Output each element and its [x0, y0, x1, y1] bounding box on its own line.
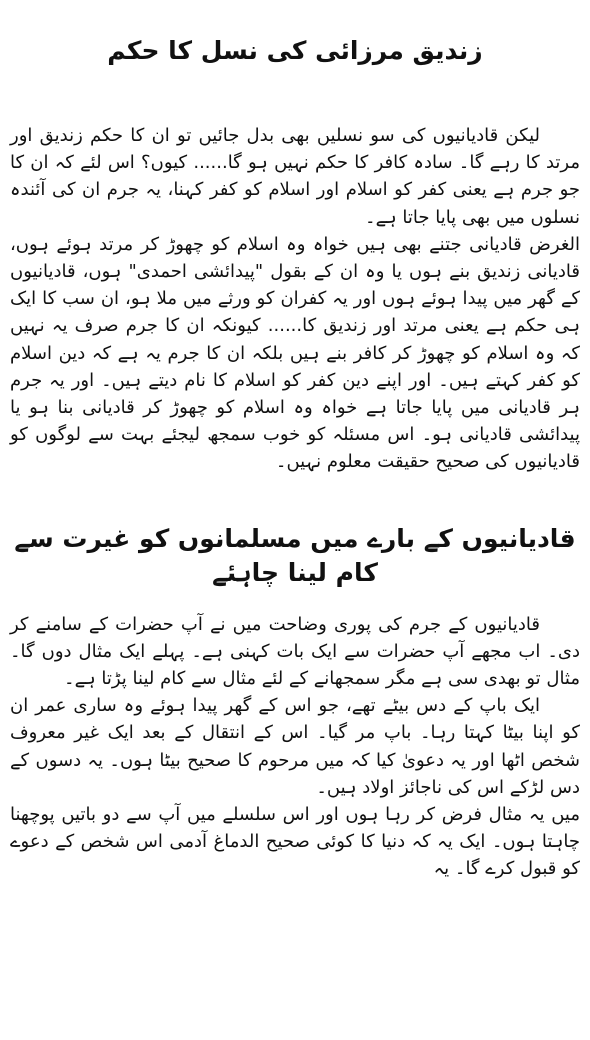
section-2-body — [10, 611, 580, 883]
paragraph: قادیانیوں کے جرم کی پوری وضاحت میں نے آپ حضرات کے سامنے کر دی۔ اب مجھے آپ حضرات سے ایک بات کہنی ہے۔ پہلے ایک مثال دوں گا۔ مثال تو بھدی سی ہے مگر سمجھانے کے لئے مثال سے کام لینا پڑتا ہے۔ — [10, 613, 580, 690]
spacer — [10, 476, 580, 522]
paragraph: الغرض قادیانی جتنے بھی ہیں خواہ وہ اسلام کو چھوڑ کر مرتد ہوئے ہوں، قادیانی زندیق بنے ہوں یا وہ ان کے بقول "پیدائشی احمدی" ہوں، قادیانیوں کے گھر میں پیدا ہوئے ہوں اور یہ کفران کو ورثے میں ملا ہو، ان سب کا ایک ہی حکم ہے یعنی مرتد اور زندیق کا...... کیونکہ ان کا جرم صرف یہ نہیں کہ وہ اسلام کو چھوڑ کر کافر بنے ہیں بلکہ ان کا جرم یہ ہے کہ دین اسلام کو کفر کہتے ہیں۔ اور اپنے دین کفر کو اسلام کا نام دیتے ہیں۔ اور یہ جرم ہر قادیانی میں پایا جاتا ہے خواہ وہ اسلام کو چھوڑ کر قادیانی بنا ہو یا پیدائشی قادیانی ہو۔ اس مسئلہ کو خوب سمجھ لیجئے بہت سے لوگوں کو قادیانیوں کی صحیح حقیقت معلوم نہیں۔ — [10, 233, 580, 473]
section-1-body — [10, 122, 580, 476]
paragraph: لیکن قادیانیوں کی سو نسلیں بھی بدل جائیں تو ان کا حکم زندیق اور مرتد کا رہے گا۔ سادہ کافر کا حکم نہیں ہو گا...... کیوں؟ اس لئے کہ ان کا جو جرم ہے یعنی کفر کو اسلام اور اسلام کو کفر کہنا، یہ جرم ان کی آئندہ نسلوں میں بھی پایا جاتا ہے۔ — [10, 125, 580, 228]
section-heading-1: زندیق مرزائی کی نسل کا حکم — [107, 36, 483, 65]
section-heading-2: قادیانیوں کے بارے میں مسلمانوں کو غیرت سے کام لینا چاہئے — [14, 523, 576, 587]
paragraph: میں یہ مثال فرض کر رہا ہوں اور اس سلسلے میں آپ سے دو باتیں پوچھنا چاہتا ہوں۔ ایک یہ کہ دنیا کا کوئی صحیح الدماغ آدمی اس شخص کے دعوے کو قبول کرے گا۔ یہ — [10, 804, 580, 880]
paragraph: ایک باپ کے دس بیٹے تھے، جو اس کے گھر پیدا ہوئے وہ ساری عمر ان کو اپنا بیٹا کہتا رہا۔ باپ مر گیا۔ اس کے انتقال کے بعد ایک غیر معروف شخص اٹھا اور یہ دعویٰ کیا کہ میں مرحوم کا صحیح بیٹا ہوں۔ یہ دسوں کے دس لڑکے اس کی ناجائز اولاد ہیں۔ — [10, 695, 580, 798]
